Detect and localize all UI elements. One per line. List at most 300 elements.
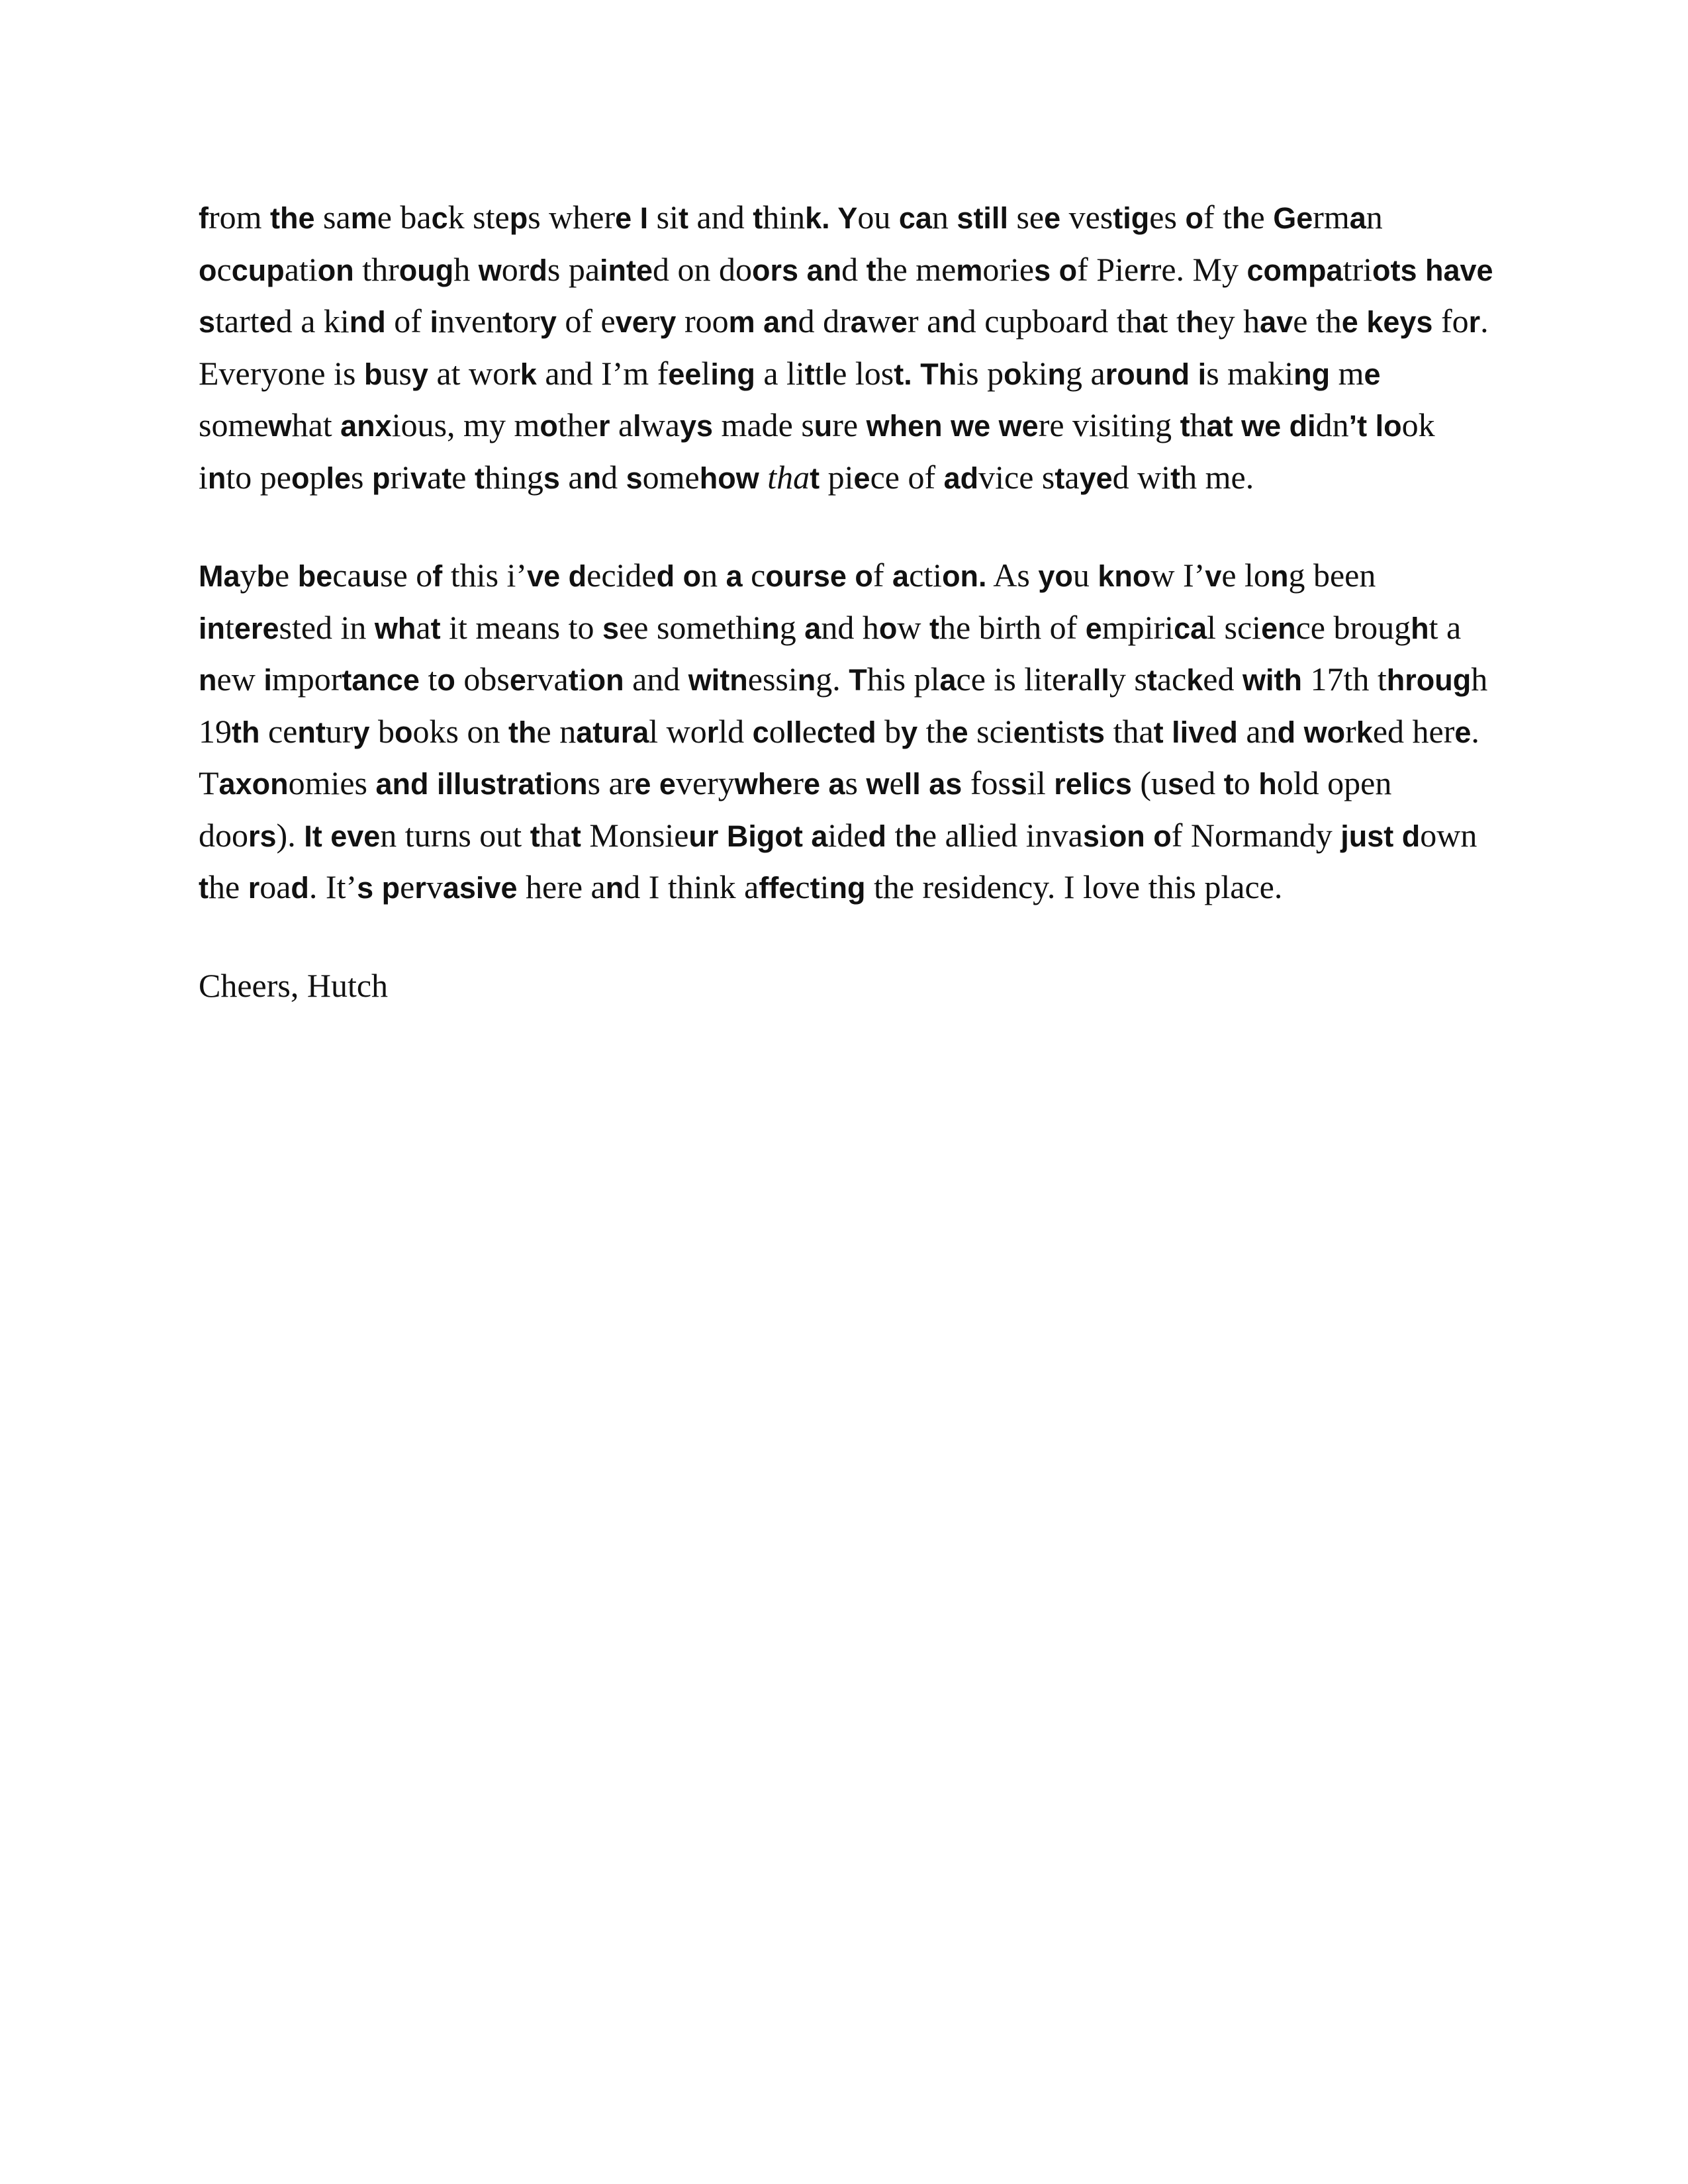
text-run: ri xyxy=(390,458,411,496)
text-run: l sci xyxy=(1207,608,1262,646)
text-run: made s xyxy=(713,406,814,443)
text-run: e xyxy=(889,764,904,801)
text-run: s ar xyxy=(587,764,635,801)
bold-run: r xyxy=(706,715,719,749)
text-run: sted in xyxy=(279,608,375,646)
text-run: f t xyxy=(1203,199,1232,236)
text-run: f Pie xyxy=(1077,250,1139,288)
bold-run: a xyxy=(811,819,828,853)
text-run: w I’ xyxy=(1150,557,1205,594)
bold-run: d xyxy=(568,559,587,593)
bold-run: t xyxy=(530,819,540,853)
text-run: he xyxy=(209,868,248,905)
text-run: c xyxy=(216,250,232,288)
text-run: g been xyxy=(1288,557,1376,594)
bold-run: a xyxy=(726,559,743,593)
text-run: (u xyxy=(1131,764,1168,801)
text-run: some xyxy=(199,406,269,443)
text-run: r xyxy=(1345,712,1356,750)
text-run: t xyxy=(419,660,438,698)
text-run: the xyxy=(557,406,598,443)
text-run: his pl xyxy=(867,660,940,698)
bold-run: in xyxy=(199,611,225,645)
bold-run: t xyxy=(679,201,689,235)
text-run xyxy=(429,764,438,801)
text-run: e xyxy=(275,557,298,594)
text-run: g a xyxy=(1066,354,1105,392)
bold-run: e xyxy=(659,767,676,801)
bold-run: a xyxy=(892,559,910,593)
bold-run: th xyxy=(232,715,260,749)
text-run: c xyxy=(795,868,810,905)
text-run: s pa xyxy=(547,250,600,288)
bold-run: we xyxy=(951,409,991,443)
text-run: e ba xyxy=(377,199,432,236)
text-run: oa xyxy=(259,868,291,905)
text-run: c xyxy=(742,557,766,594)
text-run: n turns out xyxy=(380,816,530,854)
text-run: us xyxy=(382,354,412,392)
text-run: e los xyxy=(832,354,894,392)
text-run xyxy=(1358,302,1367,340)
bold-run: th xyxy=(508,715,537,749)
bold-run: d xyxy=(858,715,876,749)
text-run: he birth of xyxy=(939,608,1086,646)
bold-run: an xyxy=(806,253,842,287)
bold-run: a xyxy=(850,305,867,339)
bold-run: ca xyxy=(1174,611,1207,645)
text-run: cti xyxy=(909,557,943,594)
bold-run: ca xyxy=(898,201,932,235)
bold-run: y xyxy=(353,715,370,749)
bold-run: r xyxy=(414,871,426,905)
text-run: y xyxy=(240,557,257,594)
text-run: t t xyxy=(1158,302,1186,340)
text-run: ou xyxy=(857,199,899,236)
bold-run: ors xyxy=(752,253,799,287)
bold-run: hroug xyxy=(1386,663,1472,697)
text-run xyxy=(1417,251,1426,288)
text-run: ey h xyxy=(1203,302,1260,340)
text-run: ew xyxy=(216,660,264,698)
bold-run: di xyxy=(1289,409,1316,443)
bold-run: f xyxy=(432,559,443,593)
text-run: 17th t xyxy=(1301,660,1387,698)
bold-run: t xyxy=(199,871,209,905)
bold-run: when xyxy=(866,409,943,443)
text-run: ce xyxy=(259,712,298,750)
text-run: fos xyxy=(962,764,1011,801)
text-run: ce is lite xyxy=(956,660,1067,698)
bold-run: t xyxy=(1147,663,1157,697)
text-run xyxy=(651,764,659,801)
text-run: d a ki xyxy=(275,302,350,340)
bold-run: w xyxy=(478,253,502,287)
bold-run: d xyxy=(656,559,675,593)
bold-run: and xyxy=(375,767,429,801)
text-run: it means to xyxy=(440,608,603,646)
text-run: t xyxy=(886,816,904,854)
text-run: n xyxy=(701,557,726,594)
text-run: Cheers, Hutch xyxy=(199,966,389,1004)
bold-run: n xyxy=(761,611,780,645)
bold-run: o xyxy=(682,559,702,593)
bold-run: r xyxy=(1080,305,1092,339)
bold-run: d xyxy=(868,819,886,853)
text-run: u xyxy=(1072,557,1098,594)
bold-run: d xyxy=(1401,819,1421,853)
bold-run: t xyxy=(1180,409,1190,443)
bold-run: oug xyxy=(399,253,454,287)
text-run xyxy=(1367,406,1376,443)
bold-run: b xyxy=(256,559,275,593)
bold-run: ve xyxy=(527,559,561,593)
bold-run: d xyxy=(1219,715,1238,749)
text-run: l wo xyxy=(649,712,707,750)
text-run xyxy=(820,764,829,801)
bold-run: a xyxy=(828,767,845,801)
bold-run: just xyxy=(1340,819,1394,853)
text-run: i xyxy=(1099,816,1109,854)
text-run: ld xyxy=(718,712,753,750)
bold-run: Ma xyxy=(199,559,240,593)
bold-run: be xyxy=(297,559,333,593)
text-run: . It’ xyxy=(308,868,357,905)
text-run: d dr xyxy=(798,302,851,340)
text-run xyxy=(1295,713,1304,750)
text-run: own xyxy=(1420,816,1477,854)
bold-run: t xyxy=(1223,767,1234,801)
text-run: of xyxy=(385,302,430,340)
bold-run: r xyxy=(1066,663,1078,697)
bold-run: m an xyxy=(728,305,798,339)
bold-run: e xyxy=(1364,357,1381,391)
text-run: roo xyxy=(676,302,729,340)
bold-run: t xyxy=(571,819,581,853)
text-run: a li xyxy=(755,354,805,392)
bold-run: ffe xyxy=(759,871,796,905)
bold-run: t xyxy=(804,357,815,391)
bold-run: s xyxy=(626,461,643,495)
bold-run: o xyxy=(539,409,558,443)
bold-run: with xyxy=(1242,663,1302,697)
text-run: ves xyxy=(1060,199,1113,236)
bold-run: ct xyxy=(816,715,843,749)
bold-run: r xyxy=(1139,253,1150,287)
bold-run: e xyxy=(1085,611,1102,645)
bold-run: w xyxy=(866,767,890,801)
bold-run: axon xyxy=(218,767,289,801)
bold-run: v xyxy=(1205,559,1222,593)
bold-run: still xyxy=(957,201,1008,235)
text-run: ce broug xyxy=(1295,608,1411,646)
bold-run: tig xyxy=(1113,201,1150,235)
bold-run: asive xyxy=(442,871,518,905)
bold-run: lo xyxy=(1375,409,1402,443)
text-run: ur xyxy=(325,712,353,750)
paragraph-course-of-action xyxy=(199,550,1496,914)
text-run: r a xyxy=(907,302,942,340)
text-run: ide xyxy=(827,816,868,854)
bold-run: at xyxy=(1206,409,1233,443)
text-run: a xyxy=(427,458,442,496)
bold-run: on xyxy=(317,253,354,287)
bold-run: anx xyxy=(340,409,392,443)
bold-run: le xyxy=(326,461,352,495)
bold-run: p xyxy=(372,461,391,495)
bold-run: u xyxy=(361,559,381,593)
text-run: rm xyxy=(1313,199,1350,236)
text-run: vice s xyxy=(978,458,1055,496)
text-run: oks on xyxy=(412,712,509,750)
text-run: is p xyxy=(957,354,1004,392)
text-run: g xyxy=(779,608,805,646)
bold-run: h xyxy=(904,819,922,853)
bold-run: h xyxy=(1411,611,1429,645)
paragraph-occupation xyxy=(199,192,1496,504)
bold-run: n xyxy=(207,461,226,495)
bold-run: t xyxy=(753,201,763,235)
text-run xyxy=(798,251,807,288)
text-run: e xyxy=(802,712,817,750)
text-run: e xyxy=(400,868,415,905)
bold-run: we xyxy=(998,409,1039,443)
text-run: e a xyxy=(921,816,960,854)
bold-run: t. Th xyxy=(894,357,957,391)
bold-run: relics xyxy=(1054,767,1132,801)
text-run: fo xyxy=(1432,302,1469,340)
text-run: and I’m f xyxy=(536,354,669,392)
text-run: As xyxy=(986,557,1039,594)
bold-run: t xyxy=(1055,461,1065,495)
text-run: d xyxy=(601,458,626,496)
text-run: h 19 xyxy=(199,660,1488,750)
bold-run: m xyxy=(956,253,983,287)
text-run: o xyxy=(553,764,570,801)
text-run: Monsie xyxy=(581,816,689,854)
bold-run: t xyxy=(502,305,513,339)
bold-run: d xyxy=(291,871,309,905)
text-run: ed xyxy=(1203,660,1243,698)
bold-run: n xyxy=(797,663,816,697)
bold-run: Ge xyxy=(1273,201,1313,235)
text-run: e lo xyxy=(1221,557,1270,594)
bold-run: illustrati xyxy=(437,767,553,801)
bold-run: ng xyxy=(1293,357,1331,391)
bold-run: e xyxy=(803,767,821,801)
text-run: ecide xyxy=(586,557,657,594)
text-run: nd h xyxy=(821,608,879,646)
text-run: h xyxy=(453,250,479,288)
text-run: obs xyxy=(455,660,510,698)
bold-run: e xyxy=(1454,715,1472,749)
text-run: essi xyxy=(747,660,798,698)
text-run: v xyxy=(426,868,443,905)
bold-run: k. Y xyxy=(805,201,858,235)
text-run: d cupboa xyxy=(959,302,1080,340)
bold-run: t xyxy=(474,461,485,495)
text-run: p xyxy=(309,458,326,496)
bold-run: av xyxy=(1260,305,1293,339)
bold-run: Bigot xyxy=(726,819,803,853)
bold-run: t xyxy=(430,611,441,645)
signature-line xyxy=(199,960,1496,1012)
italic-run: tha xyxy=(767,458,810,496)
text-run: g. xyxy=(816,660,849,698)
text-run: d wi xyxy=(1112,458,1171,496)
text-run: ious, my m xyxy=(391,406,540,443)
bold-run: n xyxy=(605,871,624,905)
text-run: re xyxy=(832,406,867,443)
text-run: ok i xyxy=(199,406,1435,496)
text-run xyxy=(921,764,929,801)
text-run xyxy=(943,406,951,443)
text-run: hin xyxy=(763,199,806,236)
bold-run: y xyxy=(539,305,557,339)
bold-run: i xyxy=(1197,357,1207,391)
bold-run: ll xyxy=(785,715,802,749)
bold-run: ing xyxy=(710,357,755,391)
bold-run: s o xyxy=(1034,253,1078,287)
text-run: d th xyxy=(1092,302,1143,340)
bold-run: on. xyxy=(942,559,987,593)
text-run xyxy=(1393,817,1402,854)
bold-run: we xyxy=(1241,409,1282,443)
bold-run: l xyxy=(959,819,968,853)
bold-run: ng xyxy=(829,871,866,905)
text-run: ed her xyxy=(1372,712,1455,750)
text-run: ati xyxy=(284,250,318,288)
text-run xyxy=(560,557,569,594)
bold-run: t xyxy=(442,461,452,495)
text-run xyxy=(759,459,768,496)
text-run: old open doo xyxy=(199,764,1392,854)
text-run: hat xyxy=(291,406,341,443)
bold-run: have s xyxy=(199,253,1493,339)
text-run: ha xyxy=(539,816,571,854)
text-run: this i’ xyxy=(442,557,528,594)
bold-run: u xyxy=(814,409,833,443)
text-run: hing xyxy=(484,458,543,496)
bold-run: m xyxy=(350,201,377,235)
text-run: the residency. I love this place. xyxy=(865,868,1283,905)
letter-body xyxy=(199,192,1496,1011)
bold-run: n xyxy=(941,305,960,339)
bold-run: f xyxy=(199,201,209,235)
text-run: w xyxy=(867,302,891,340)
bold-run: a xyxy=(1349,201,1366,235)
text-run: tri xyxy=(1342,250,1373,288)
bold-run: e xyxy=(634,767,651,801)
bold-run: o xyxy=(291,461,310,495)
bold-run: yo xyxy=(1038,559,1073,593)
bold-run: s xyxy=(602,611,620,645)
bold-run: e xyxy=(1044,201,1061,235)
bold-run: t xyxy=(568,663,579,697)
text-run: f Normandy xyxy=(1171,816,1341,854)
bold-run: o xyxy=(878,611,898,645)
bold-run: e I xyxy=(615,201,649,235)
bold-run: compa xyxy=(1246,253,1343,287)
text-run: very xyxy=(675,764,735,801)
bold-run: y xyxy=(659,305,677,339)
bold-run: nd xyxy=(349,305,386,339)
text-run: es xyxy=(1149,199,1186,236)
bold-run: t xyxy=(1170,461,1181,495)
text-run xyxy=(1281,406,1289,443)
bold-run: d xyxy=(1277,715,1296,749)
bold-run: eve xyxy=(330,819,381,853)
text-run: mpiri xyxy=(1102,608,1174,646)
text-run: s maki xyxy=(1206,354,1294,392)
bold-run: s xyxy=(1010,767,1027,801)
text-run: ed xyxy=(1184,764,1224,801)
bold-run: h xyxy=(1231,201,1250,235)
text-run: d I think a xyxy=(624,868,759,905)
text-run: s xyxy=(845,764,867,801)
text-run: e xyxy=(1205,712,1220,750)
bold-run: o xyxy=(855,559,873,593)
bold-run: n xyxy=(199,663,217,697)
text-run: ce of xyxy=(870,458,944,496)
text-run xyxy=(718,817,727,854)
text-run: ki xyxy=(1021,354,1048,392)
bold-run: e xyxy=(951,715,968,749)
bold-run: on o xyxy=(1108,819,1172,853)
bold-run: r xyxy=(1468,305,1481,339)
text-run: s wher xyxy=(528,199,616,236)
bold-run: k xyxy=(520,357,537,391)
text-run: k ste xyxy=(447,199,510,236)
bold-run: It xyxy=(304,819,322,853)
text-run xyxy=(1164,713,1172,750)
bold-run: nt xyxy=(297,715,326,749)
text-run: h xyxy=(1190,406,1207,443)
bold-run: inte xyxy=(600,253,653,287)
bold-run: d xyxy=(529,253,547,287)
bold-run: a xyxy=(939,663,957,697)
bold-run: s xyxy=(1088,715,1105,749)
text-run: y s xyxy=(1109,660,1147,698)
bold-run: i xyxy=(263,663,272,697)
text-run: tha xyxy=(1105,712,1154,750)
text-run: a xyxy=(416,608,431,646)
bold-run: on xyxy=(587,663,624,697)
text-run: here a xyxy=(517,868,606,905)
text-run: o xyxy=(769,712,786,750)
bold-run: o xyxy=(437,663,455,697)
bold-run: o xyxy=(395,715,413,749)
bold-run: ll xyxy=(1092,663,1109,697)
text-run: e th xyxy=(1293,302,1342,340)
bold-run: n xyxy=(1270,559,1289,593)
text-run: or xyxy=(501,250,530,288)
text-run: m xyxy=(1330,354,1364,392)
bold-run: ur xyxy=(688,819,719,853)
text-run: a xyxy=(559,458,583,496)
bold-run: i xyxy=(430,305,438,339)
text-run: l xyxy=(701,354,711,392)
text-run: e xyxy=(843,712,859,750)
text-run: sa xyxy=(314,199,351,236)
text-run: he me xyxy=(876,250,957,288)
bold-run: k xyxy=(1186,663,1203,697)
bold-run: a xyxy=(804,611,821,645)
text-run xyxy=(803,817,812,854)
bold-run: t xyxy=(810,461,820,495)
text-run: and xyxy=(688,199,753,236)
text-run: se o xyxy=(380,557,433,594)
